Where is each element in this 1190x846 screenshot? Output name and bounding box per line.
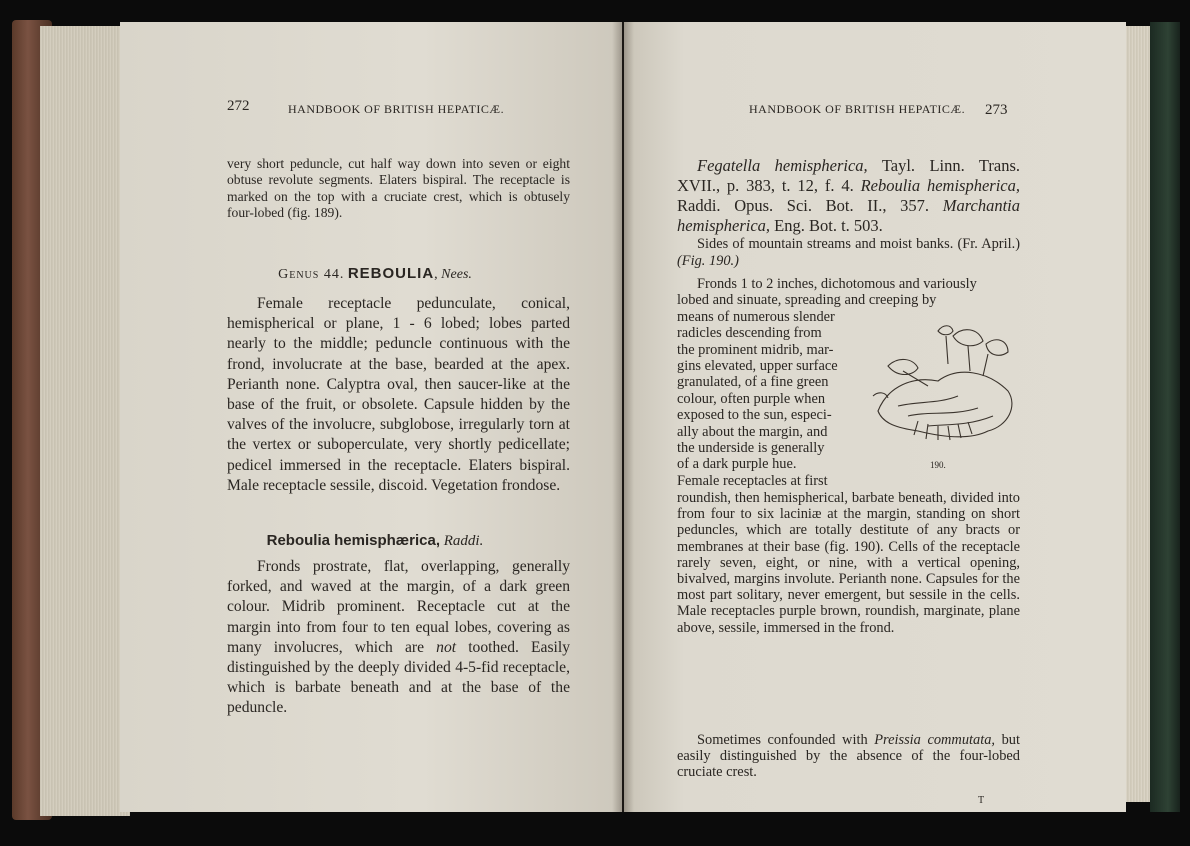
right-running-head: HANDBOOK OF BRITISH HEPATICÆ. (749, 102, 966, 116)
synonym-1-ref: Tayl. Linn. Trans. XVII., p. 383, t. 12, f. 4. (677, 156, 1020, 195)
synonym-2-ref: Raddi. Opus. Sci. Bot. II., 357. (677, 196, 943, 215)
desc-line-0: Fronds 1 to 2 inches, dichotomous and variously (697, 276, 977, 292)
page-edges-left (40, 26, 130, 816)
desc-line-7: colour, often purple when (677, 390, 826, 407)
desc-line-1: lobed and sinuate, spreading and creeping by (677, 292, 937, 309)
synonymy (677, 156, 1020, 236)
synonym-1-name: Fegatella hemispherica, (697, 156, 868, 175)
species-name: Reboulia hemisphærica, (266, 532, 441, 549)
desc-line-8: exposed to the sun, especi- (677, 407, 832, 424)
genus-heading: Genus 44. REBOULIA, Nees. (278, 265, 472, 282)
desc-line-4: the prominent midrib, mar- (677, 341, 834, 358)
confusion-species: Preissia commutata, (874, 732, 996, 748)
confusion-note (677, 732, 1020, 781)
signature-mark: T (978, 795, 985, 806)
left-folio: 272 (227, 98, 250, 114)
confusion-text-b: but easily distinguished by the absence of the four-lobed cruciate crest. (677, 732, 1020, 781)
species-desc-part-b: toothed. Easily distinguished by the deeply divided 4-5-fid receptacle, which is barbate beneath and at the base of the peduncle. (227, 638, 570, 717)
species-description (227, 557, 570, 719)
figure-190-illustration (858, 316, 1026, 466)
species-author: Raddi. (443, 533, 484, 549)
desc-line-11: of a dark purple hue. (677, 456, 797, 473)
confusion-text-a: Sometimes confounded with (697, 732, 875, 748)
genus-description: Female receptacle pedunculate, conical, hemispherical or plane, 1 - 6 lobed; lobes parted nearly to the middle; peduncle continuous with the frond, involucrate at the base, bearded at the apex. Perianth none. Calyptra oval, then saucer-like at the base of the fruit, or obsolete. Capsule hidden by the valves of the involucre, subglobose, irregularly torn at the vertex or suboperculate, very shortly pedicellate; pedicel immersed in the receptacle. Elaters bispiral. Male receptacle sessile, discoid. Vegetation frondose. (227, 295, 570, 494)
genus-label: Genus 44. (278, 267, 345, 282)
habitat (677, 236, 1020, 270)
right-folio: 273 (985, 102, 1008, 118)
desc-line-12: Female receptacles at first (677, 472, 828, 489)
reboulia-frond-drawing (858, 316, 1026, 451)
species-desc-emphasis: not (436, 638, 457, 656)
genus-name: REBOULIA (347, 265, 435, 282)
desc-line-5: gins elevated, upper surface (677, 358, 838, 375)
left-continuation-paragraph: very short peduncle, cut half way down into seven or eight obtuse revolute segments. Elaters bispiral. The receptacle is marked on the top with a cruciate crest, which is obtusely four-lobed (fig. 189). (227, 156, 570, 221)
genus-author: Nees. (441, 267, 472, 282)
habitat-fig-ref: (Fig. 190.) (677, 253, 739, 269)
desc-line-6: granulated, of a fine green (677, 374, 829, 391)
desc-line-2: means of numerous slender (677, 308, 835, 325)
synonym-2-name: Reboulia hemispherica, (860, 176, 1020, 195)
figure-number: 190. (930, 460, 946, 470)
species-desc-part-a: Fronds prostrate, flat, overlapping, generally forked, and waved at the margin, of a dark green colour. Midrib prominent. Receptacle cut at the margin into from four to ten equal lobes, covering as many involucres, which are (227, 558, 570, 656)
description-continued: roundish, then hemispherical, barbate beneath, divided into from four to six laciniæ at the margin, standing on short peduncles, which are totally destitute of any bracts or membranes at their base (fig. 190). Cells of the receptacle rarely seven, eight, or nine, with a vertical opening, bivalved, margins involute. Perianth none. Capsules for the most part solitary, never emergent, but sessile in the cells. Male receptacles purple brown, roundish, marginate, plane above, sessile, immersed in the frond. (677, 490, 1020, 636)
left-running-head: HANDBOOK OF BRITISH HEPATICÆ. (288, 102, 505, 116)
book-gutter (612, 22, 634, 812)
desc-line-3: radicles descending from (677, 325, 822, 342)
desc-line-10: the underside is generally (677, 440, 825, 457)
synonym-3-ref: Eng. Bot. t. 503. (770, 216, 883, 235)
species-heading (180, 532, 570, 550)
book-cover-right (1150, 22, 1180, 812)
habitat-text: Sides of mountain streams and moist banks. (Fr. April.) (697, 236, 1020, 252)
synonym-3-name: Marchantia hemispherica, (677, 196, 1020, 235)
desc-line-9: ally about the margin, and (677, 423, 828, 440)
